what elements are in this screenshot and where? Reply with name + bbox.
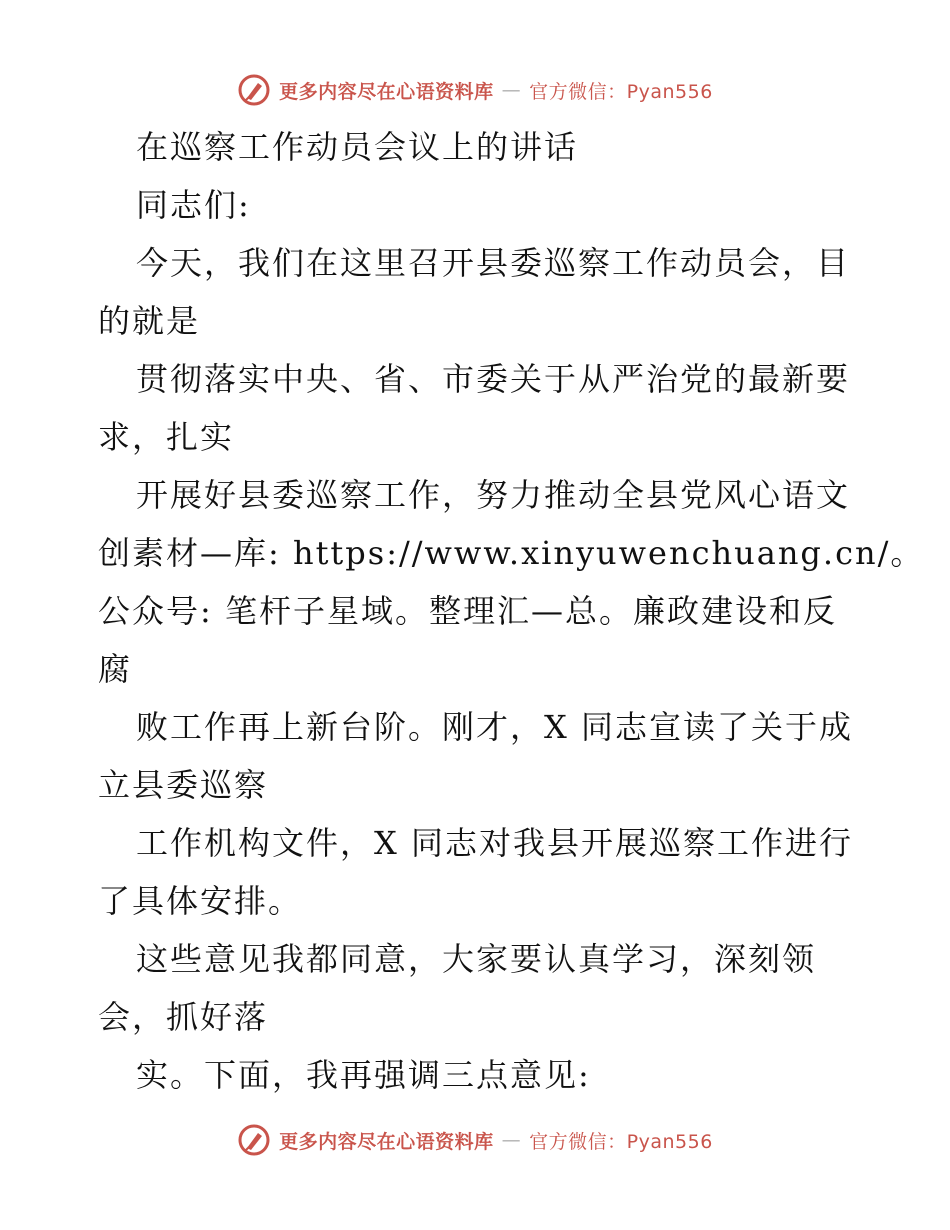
text-line: 公众号: 笔杆子星域。整理汇—总。廉政建设和反 (98, 592, 837, 630)
pen-nib-logo-icon (237, 1123, 271, 1157)
text-line: 败工作再上新台阶。刚才，X 同志宣读了关于成 (136, 708, 853, 746)
text-line: 同志们: (136, 186, 251, 224)
text-line: 今天，我们在这里召开县委巡察工作动员会，目 (136, 244, 851, 282)
text-line: 立县委巡察 (98, 766, 269, 804)
text-line: 创素材—库: https://www.xinyuwenchuang.cn/。 (98, 534, 925, 572)
text-line: 贯彻落实中央、省、市委关于从严治党的最新要 (136, 360, 851, 398)
document-title: 在巡察工作动员会议上的讲话 (136, 128, 579, 166)
text-line: 开展好县委巡察工作，努力推动全县党风心语文 (136, 476, 851, 514)
banner-separator: — (501, 79, 522, 101)
text-line: 的就是 (98, 302, 201, 340)
text-line: 这些意见我都同意，大家要认真学习，深刻领 (136, 940, 817, 978)
document-body (98, 118, 925, 1104)
text-line: 工作机构文件，X 同志对我县开展巡察工作进行 (136, 824, 853, 862)
banner-contact-text: 官方微信：Pyan556 (529, 1130, 713, 1153)
text-line: 了具体安排。 (98, 882, 303, 920)
banner-contact-text: 官方微信：Pyan556 (529, 80, 713, 103)
banner-main-text: 更多内容尽在心语资料库 (279, 80, 494, 103)
pen-nib-logo-icon (237, 73, 271, 107)
text-line: 实。下面，我再强调三点意见: (136, 1056, 591, 1094)
header-watermark-banner (0, 70, 950, 110)
banner-separator: — (501, 1129, 522, 1151)
text-line: 会，抓好落 (98, 998, 269, 1036)
text-line: 求，扎实 (98, 418, 235, 456)
footer-watermark-banner (0, 1120, 950, 1160)
text-line: 腐 (98, 650, 133, 688)
banner-main-text: 更多内容尽在心语资料库 (279, 1130, 494, 1153)
